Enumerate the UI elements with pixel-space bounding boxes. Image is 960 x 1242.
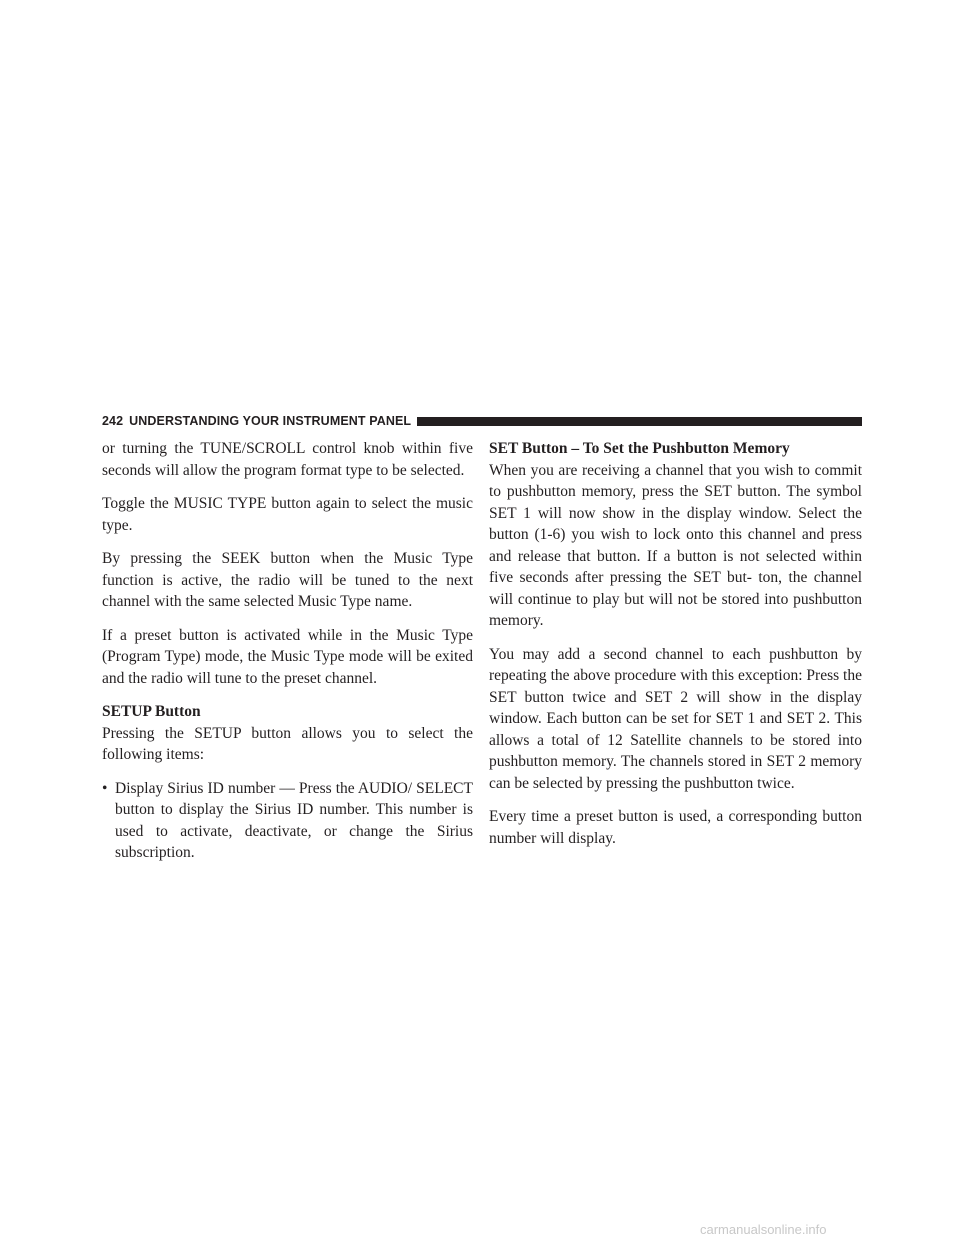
bullet-icon: •	[102, 779, 108, 797]
page-number: 242	[102, 414, 124, 428]
setup-items-list	[102, 778, 473, 864]
paragraph-preset-display: Every time a preset button is used, a corresponding button number will display.	[489, 808, 862, 847]
page-header	[102, 412, 862, 430]
paragraph-tune-scroll: or turning the TUNE/SCROLL control knob within five seconds will allow the program format type to be selected.	[102, 440, 473, 479]
right-column	[489, 438, 862, 861]
header-rule	[417, 417, 862, 426]
setup-button-heading: SETUP Button	[102, 703, 201, 720]
paragraph-second-channel: You may add a second channel to each pushbutton by repeating the above procedure with this exception: Press the SET button twice and SET 2 will show in the display window. Each button can be set for SET 1 and SET 2. This allows a total of 12 Satellite channels to be stored into pushbutton memory. The channels stored in SET 2 memory can be selected by pressing the pushbutton twice.	[489, 645, 862, 792]
list-item	[102, 778, 473, 864]
left-column	[102, 438, 473, 864]
paragraph-set-procedure: When you are receiving a channel that you wish to commit to pushbutton memory, press the SET button. The symbol SET 1 will now show in the display window. Select the button (1-6) you wish to lock onto this channel and press and release that button. If a button is not selected within five seconds after pressing the SET but- ton, the channel will continue to play but will not be stored into pushbutton memory.	[489, 461, 862, 629]
paragraph-preset: If a preset button is activated while in the Music Type (Program Type) mode, the Music Type mode will be exited and the radio will tune to the preset channel.	[102, 626, 473, 687]
set-button-heading: SET Button – To Set the Pushbutton Memory	[489, 440, 790, 457]
paragraph-music-type-toggle: Toggle the MUSIC TYPE button again to select the music type.	[102, 495, 473, 534]
section-title: UNDERSTANDING YOUR INSTRUMENT PANEL	[129, 414, 412, 428]
paragraph-seek: By pressing the SEEK button when the Music Type function is active, the radio will be tuned to the next channel with the same selected Music Type name.	[102, 550, 473, 610]
watermark: carmanualsonline.info	[700, 1222, 827, 1237]
list-item-text: Display Sirius ID number — Press the AUDIO/ SELECT button to display the Sirius ID number. This number is used to activate, deactivate, or change the Sirius subscription.	[115, 779, 473, 861]
paragraph-setup-intro: Pressing the SETUP button allows you to select the following items:	[102, 724, 473, 763]
